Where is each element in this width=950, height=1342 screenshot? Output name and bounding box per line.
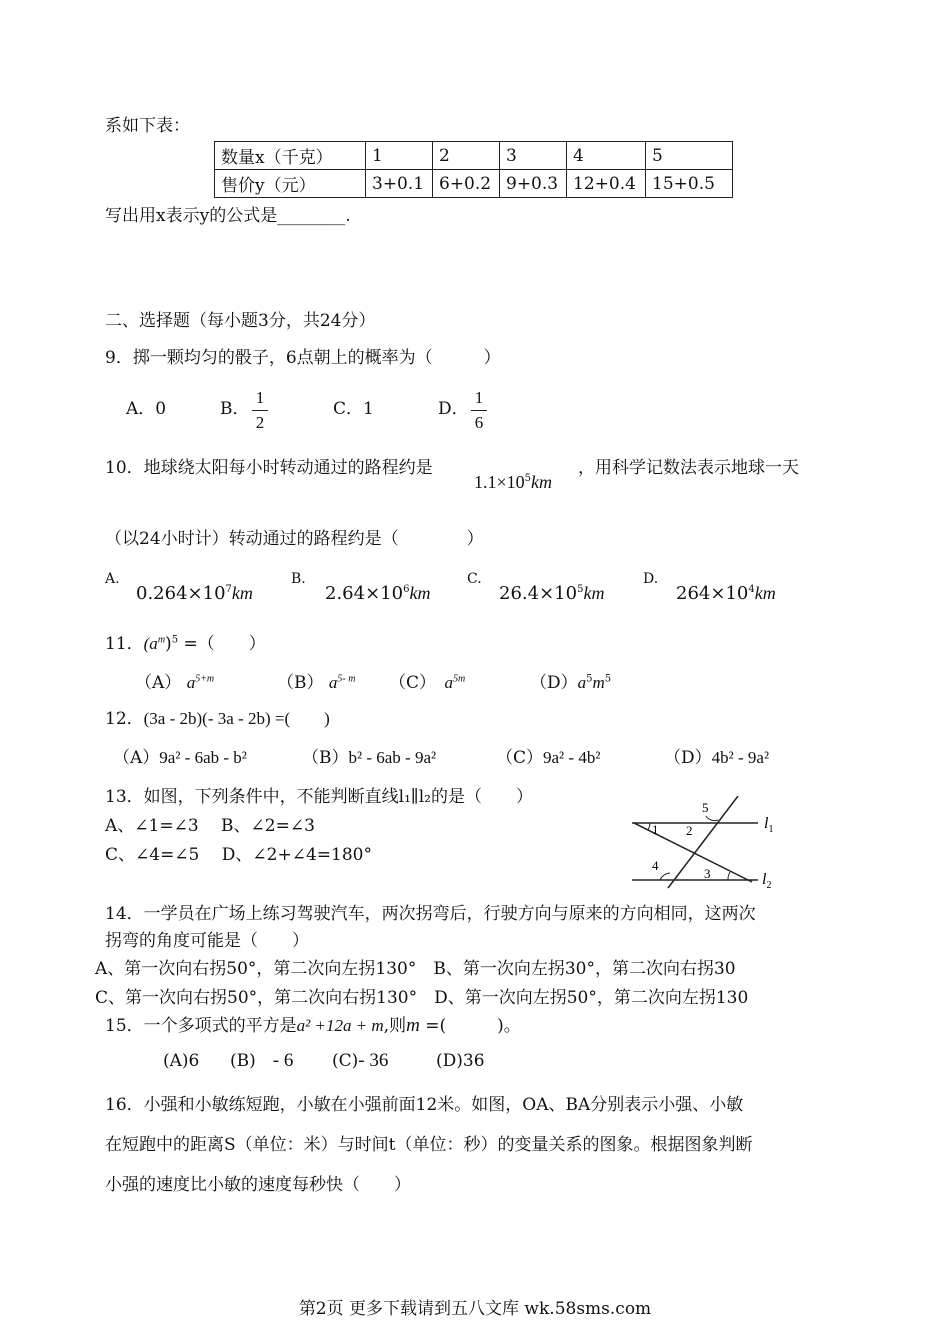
- q14-stem-line2: 拐弯的角度可能是（ ）: [105, 931, 309, 951]
- angle-arc-4: [660, 873, 670, 880]
- q10-stem: 10．地球绕太阳每小时转动通过的路程约是: [105, 458, 433, 478]
- parallel-lines-figure: [628, 796, 788, 896]
- angle-arc-3: [728, 872, 730, 880]
- q12-option-d: （D）4b² - 9a²: [664, 748, 770, 768]
- q9-option-a: A．0: [126, 399, 167, 419]
- page-footer: 第2页 更多下载请到五八文库 wk.58sms.com: [298, 1299, 652, 1319]
- q16-line3: 小强的速度比小敏的速度每秒快（ ）: [105, 1175, 411, 1195]
- section-title: 二、选择题（每小题3分，共24分）: [105, 311, 376, 331]
- table-cell: 3+0.1: [366, 170, 433, 198]
- q9-stem: 9．掷一颗均匀的骰子，6点朝上的概率为（ ）: [105, 348, 501, 368]
- q10-option-c: $26.4\times 10^5km$: [499, 583, 605, 604]
- numerator: 1: [255, 388, 265, 407]
- q9-fraction-b: [252, 388, 268, 433]
- q15-option-d: (D)36: [436, 1051, 485, 1071]
- q14-stem-line1: 14．一学员在广场上练习驾驶汽车，两次拐弯后，行驶方向与原来的方向相同，这两次: [105, 904, 756, 924]
- formula-prompt: 写出用x表示y的公式是________.: [105, 206, 351, 226]
- q10-option-a: $0.264\times 10^7km$: [136, 583, 253, 604]
- q15-option-a: (A)6: [163, 1051, 200, 1071]
- q11-option-c: （C） $a^{5m}$: [389, 673, 466, 693]
- angle-label-2: 2: [686, 823, 693, 838]
- angle-label-5: 5: [702, 800, 709, 815]
- q10-option-d-label: D.: [643, 571, 659, 587]
- table-cell: 4: [567, 142, 646, 170]
- q9-option-c: C．1: [333, 399, 374, 419]
- q14-options-1: A、第一次向右拐50°，第二次向左拐130° B、第一次向左拐30°，第二次向右拐30: [95, 959, 736, 979]
- q9-fraction-d: [471, 388, 487, 433]
- q13-stem: 13．如图，下列条件中，不能判断直线l₁∥l₂的是（ ）: [105, 787, 533, 807]
- denominator: 2: [255, 413, 265, 432]
- table-cell: 15+0.5: [646, 170, 733, 198]
- q12-option-c: （C）9a² - 4b²: [496, 748, 601, 768]
- table-cell: 2: [433, 142, 500, 170]
- table-cell: 1: [366, 142, 433, 170]
- q10-option-d: $264\times 10^4km$: [676, 583, 776, 604]
- numerator: 1: [474, 388, 484, 407]
- q11-option-b: （B） $a^{5- m}$: [277, 673, 356, 693]
- table-row: [215, 142, 733, 170]
- q11-stem: 11．$(a^m)^5$ =（ ）: [105, 634, 266, 654]
- q13-options-1: A、∠1=∠3 B、∠2=∠3: [105, 816, 315, 836]
- q10-option-b-label: B.: [291, 571, 306, 587]
- q10-option-c-label: C.: [467, 571, 482, 587]
- q12-option-b: （B）b² - 6ab - 9a²: [302, 748, 437, 768]
- q16-line1: 16．小强和小敏练短跑，小敏在小强前面12米。如图，OA、BA分别表示小强、小敏: [105, 1095, 744, 1115]
- label-l1: $l_1$: [764, 815, 774, 835]
- q10-stem-line2: （以24小时计）转动通过的路程约是（ ）: [105, 529, 484, 549]
- label-l2: $l_2$: [762, 871, 772, 891]
- denominator: 6: [474, 413, 484, 432]
- q14-options-2: C、第一次向右拐50°，第二次向右拐130° D、第一次向左拐50°，第二次向左拐130: [95, 988, 749, 1008]
- angle-label-1: 1: [652, 822, 659, 837]
- angle-label-4: 4: [652, 858, 659, 873]
- table-cell: 5: [646, 142, 733, 170]
- q11-option-a: （A） $a^{5+m}$: [135, 673, 215, 693]
- q15-option-b: (B) - 6: [230, 1050, 294, 1071]
- q10-option-b: $2.64\times 10^6km$: [325, 583, 431, 604]
- q10-stem-cont: ，用科学记数法表示地球一天: [578, 458, 799, 478]
- q9-option-b: B．: [220, 399, 250, 419]
- q15-stem: 15．一个多项式的平方是a² +12a + m,则m =( )。: [105, 1015, 521, 1036]
- angle-arc-5: [706, 816, 718, 821]
- angle-arc-1: [648, 823, 650, 830]
- table-row: [215, 170, 733, 198]
- q12-option-a: （A）9a² - 6ab - b²: [113, 748, 247, 768]
- q16-line2: 在短跑中的距离S（单位：米）与时间t（单位：秒）的变量关系的图象。根据图象判断: [105, 1135, 753, 1155]
- table-cell: 6+0.2: [433, 170, 500, 198]
- table-cell: 3: [500, 142, 567, 170]
- angle-label-3: 3: [704, 866, 711, 881]
- q9-option-d: D．: [438, 399, 469, 419]
- table-cell: 数量x（千克）: [215, 142, 366, 170]
- q15-option-c: (C)- 36: [332, 1050, 389, 1071]
- q13-options-2: C、∠4=∠5 D、∠2+∠4=180°: [105, 845, 372, 865]
- q11-option-d: $(D)a^5m^5$: [530, 673, 612, 693]
- table-cell: 12+0.4: [567, 170, 646, 198]
- table-cell: 售价y（元）: [215, 170, 366, 198]
- q12-stem: 12．(3a - 2b)(- 3a - 2b) =( ): [105, 709, 330, 729]
- q10-value: $1.1\times 10^5km$: [474, 472, 553, 492]
- price-table: [214, 141, 733, 198]
- table-cell: 9+0.3: [500, 170, 567, 198]
- intro-text: 系如下表：: [105, 116, 190, 136]
- q10-option-a-label: A.: [105, 571, 120, 587]
